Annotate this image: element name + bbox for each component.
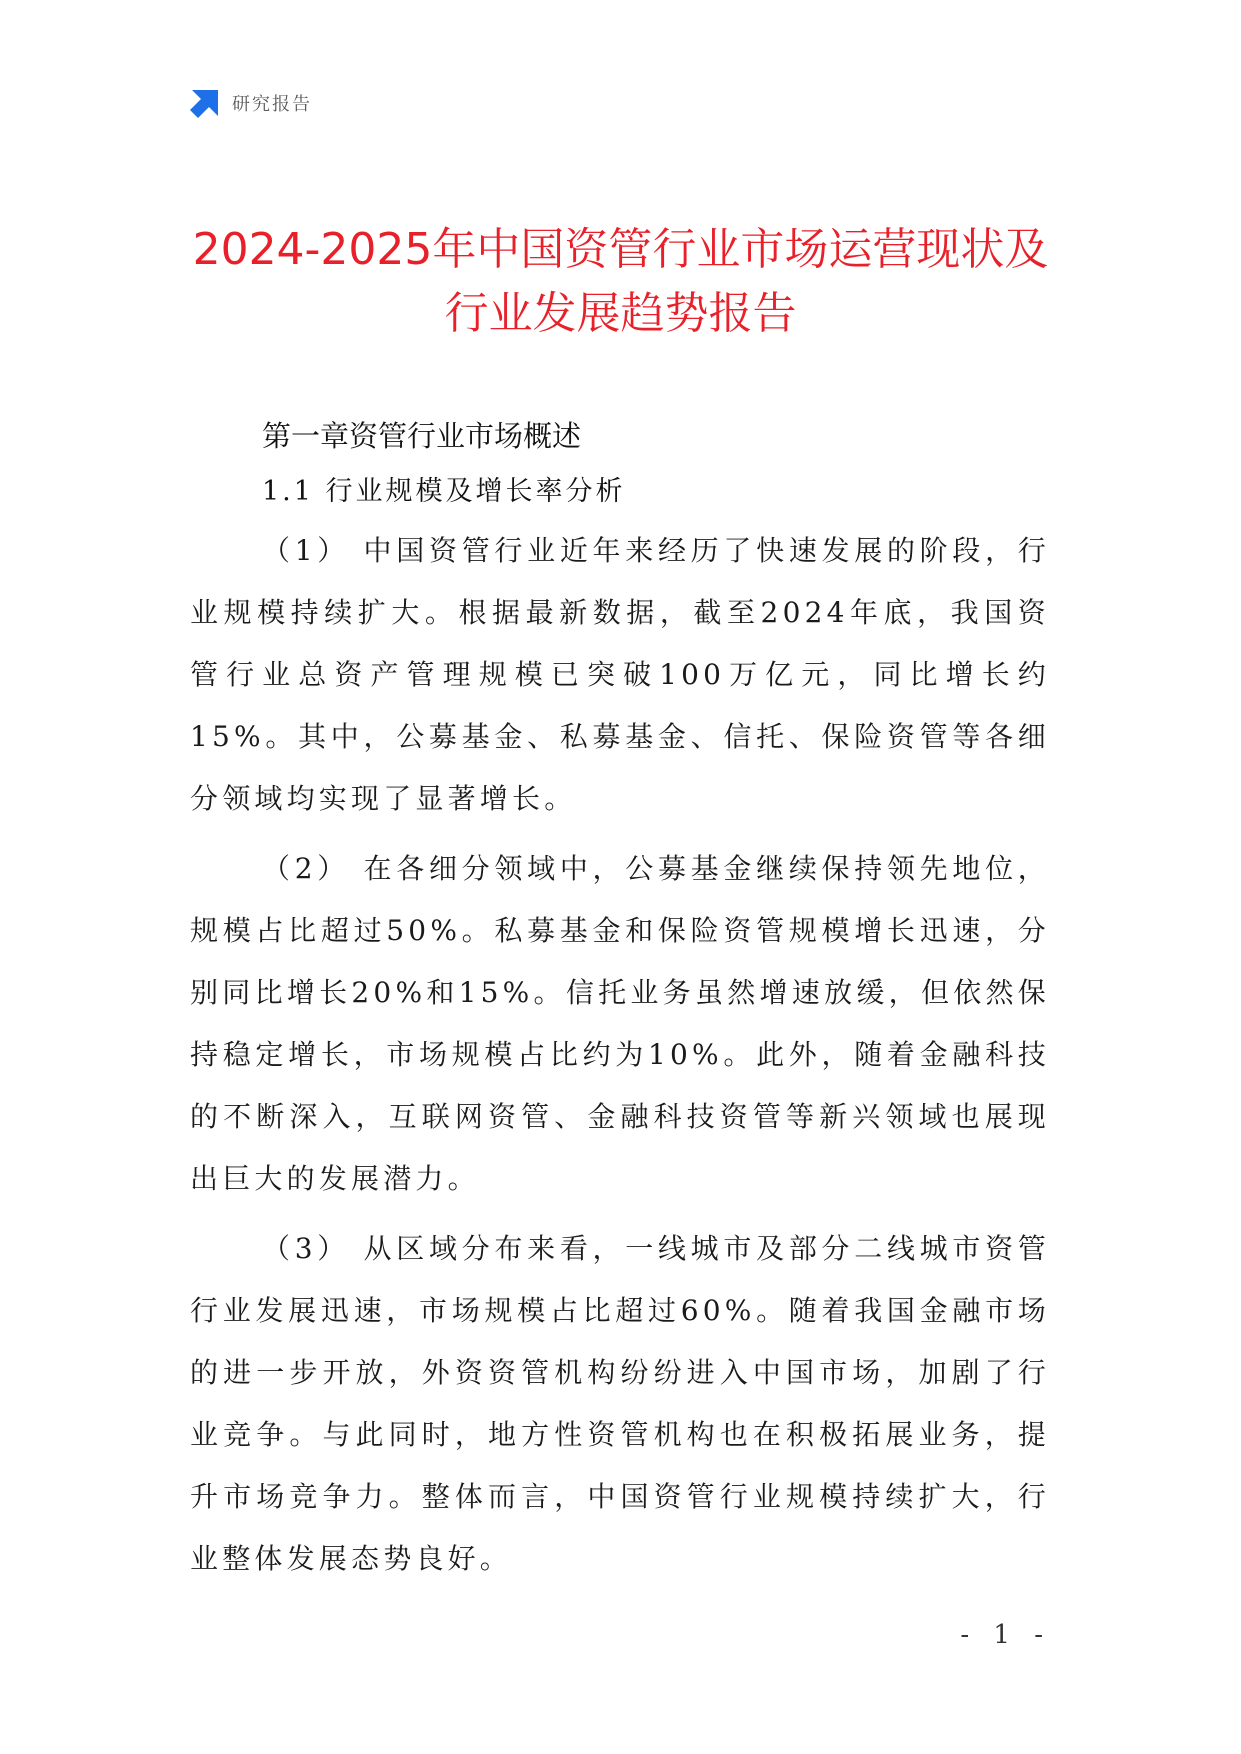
page-number: - 1 - — [960, 1620, 1051, 1650]
section-heading: 1.1 行业规模及增长率分析 — [262, 476, 626, 507]
body-paragraph-2: （2） 在各细分领域中，公募基金继续保持领先地位，规模占比超过50%。私募基金和保险资管规模增长迅速，分别同比增长20%和15%。信托业务虽然增速放缓，但依然保持稳定增长，市场规模占比约为10%。此外，随着金融科技的不断深入，互联网资管、金融科技资管等新兴领域也展现出巨大的发展潜力。 — [190, 852, 1050, 1195]
header-label: 研究报告 — [232, 94, 312, 115]
report-title-line-1: 2024-2025年中国资管行业市场运营现状及 — [192, 224, 1049, 275]
report-body — [190, 416, 1050, 1590]
arrow-up-right-icon — [190, 88, 220, 118]
chapter-heading: 第一章资管行业市场概述 — [262, 419, 582, 453]
report-title — [150, 218, 1091, 346]
body-paragraph-1: （1） 中国资管行业近年来经历了快速发展的阶段，行业规模持续扩大。根据最新数据，截至2024年底，我国资管行业总资产管理规模已突破100万亿元，同比增长约15%。其中，公募基金、私募基金、信托、保险资管等各细分领域均实现了显著增长。 — [190, 534, 1050, 815]
report-title-line-2: 行业发展趋势报告 — [444, 288, 797, 339]
body-paragraph-3: （3） 从区域分布来看，一线城市及部分二线城市资管行业发展迅速，市场规模占比超过60%。随着我国金融市场的进一步开放，外资资管机构纷纷进入中国市场，加剧了行业竞争。与此同时，地方性资管机构也在积极拓展业务，提升市场竞争力。整体而言，中国资管行业规模持续扩大，行业整体发展态势良好。 — [190, 1232, 1050, 1575]
report-header — [190, 88, 312, 118]
